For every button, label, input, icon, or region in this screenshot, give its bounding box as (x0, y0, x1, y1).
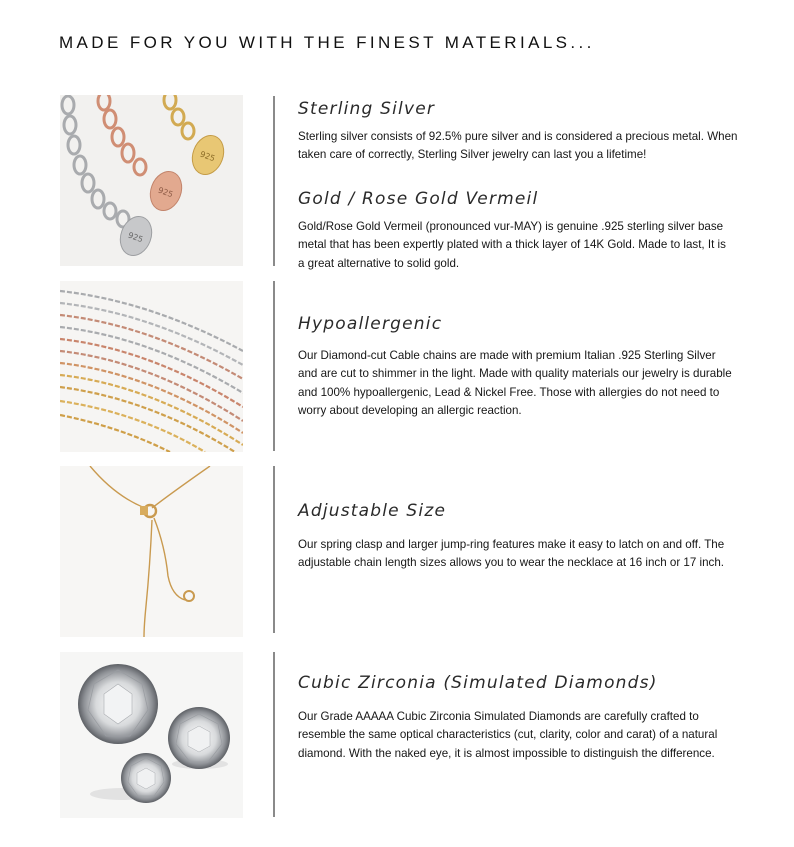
section-divider (273, 652, 275, 817)
cable-chains-illustration (60, 281, 243, 452)
vermeil-text: Gold/Rose Gold Vermeil (pronounced vur-MAY) is genuine .925 sterling silver base metal that has been expertly plated with a thick layer of 14K Gold. Made to last, It is a great alternative to solid gold. (298, 220, 726, 270)
adjustable-title: Adjustable Size (298, 501, 447, 521)
gold-tag-stamp: 925 (198, 149, 217, 164)
zirconia-illustration (60, 652, 243, 818)
clasp-chain-image (60, 466, 243, 637)
adjustable-text: Our spring clasp and larger jump-ring features make it easy to latch on and off. The adjustable chain length sizes allows you to wear the necklace at 16 inch or 17 inch. (298, 538, 725, 570)
vermeil-title: Gold / Rose Gold Vermeil (298, 189, 539, 209)
section-divider (273, 281, 275, 451)
cubic-zirconia-text: Our Grade AAAAA Cubic Zirconia Simulated Diamonds are carefully crafted to resemble the same optical characteristics (cut, clarity, color and carat) of a natural diamond. With the naked eye, it is almost impossible to distinguish the difference. (298, 710, 718, 760)
section-divider (273, 466, 275, 633)
chain-tags-illustration (60, 95, 243, 266)
clasp-chain-illustration (60, 466, 243, 637)
sterling-silver-title: Sterling Silver (298, 99, 436, 119)
cubic-zirconia-title: Cubic Zirconia (Simulated Diamonds) (298, 673, 658, 693)
sterling-silver-text: Sterling silver consists of 92.5% pure silver and is considered a precious metal. When taken care of correctly, Sterling Silver jewelry can last you a lifetime! (298, 130, 738, 162)
zirconia-image (60, 652, 243, 818)
medium-zirconia (168, 707, 230, 769)
large-zirconia (78, 664, 158, 744)
hypoallergenic-text: Our Diamond-cut Cable chains are made with premium Italian .925 Sterling Silver and are cut to shimmer in the light. Made with quality materials our jewelry is durable and 100% hypoallergenic, Lead & Nickel Free. Those with allergies do not need to worry about developing an allergic reaction. (298, 349, 732, 417)
silver-tag-stamp: 925 (126, 230, 145, 245)
page-headline: MADE FOR YOU WITH THE FINEST MATERIALS... (59, 33, 595, 52)
cable-chains-image (60, 281, 243, 452)
section-divider (273, 96, 275, 266)
hypoallergenic-title: Hypoallergenic (298, 314, 443, 334)
chain-tags-image (60, 95, 243, 266)
rose-tag-stamp: 925 (156, 185, 175, 200)
small-zirconia (121, 753, 171, 803)
